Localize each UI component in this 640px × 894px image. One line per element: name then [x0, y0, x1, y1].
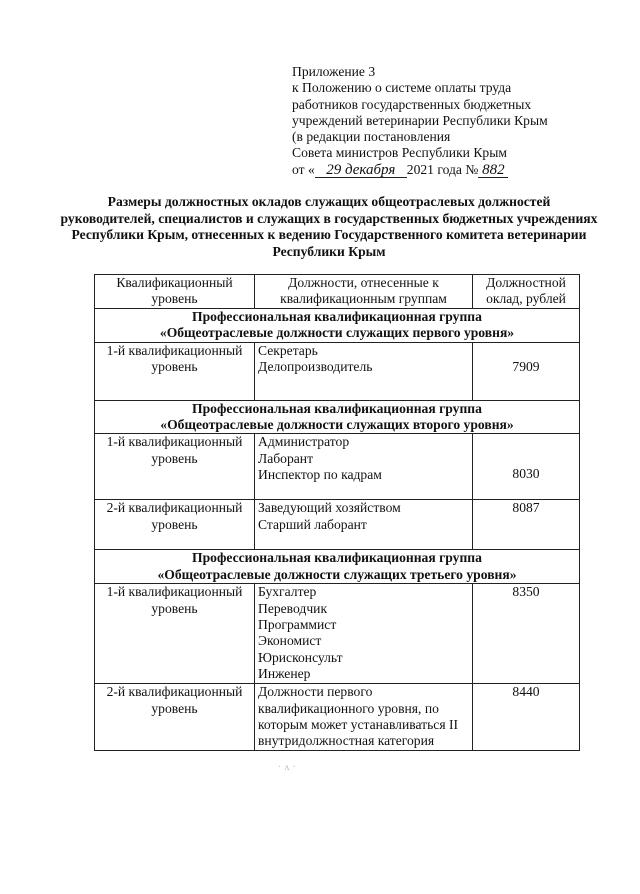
level-cell: 2-й квалификационный уровень [95, 684, 255, 751]
salary-cell [473, 684, 580, 751]
salary-cell [473, 342, 580, 400]
position-item: Старший лаборант [258, 516, 367, 532]
group-title-row [95, 308, 580, 342]
group-title-row [95, 550, 580, 584]
document-title: Размеры должностных окладов служащих общеотраслевых должностей руководителей, специалистов и служащих в государственных бюджетных учреждениях Республики Крым, отнесенных к ведению Государственного комитета ветеринарии Республики Крым [60, 194, 598, 259]
level-cell: 1-й квалификационный уровень [95, 434, 255, 500]
handwritten-number: 882 [478, 163, 508, 178]
salary-value: 8440 [512, 684, 540, 700]
handwritten-date: 29 декабря [315, 163, 407, 178]
positions-cell [255, 584, 473, 684]
group-subtitle: «Общеотраслевые должности служащих первого уровня» [159, 325, 515, 341]
group-subtitle: «Общеотраслевые должности служащих второго уровня» [160, 417, 514, 433]
salary-value: 8350 [512, 584, 540, 600]
position-item: Экономист [258, 633, 322, 649]
position-item: Инспектор по кадрам [258, 467, 382, 483]
annex-line: Совета министров Республики Крым [292, 145, 507, 161]
positions-cell [255, 434, 473, 500]
annex-line: учреждений ветеринарии Республики Крым [292, 112, 548, 128]
positions-cell: Должности первого квалификационного уровня, по которым может устанавливаться II внутридолжностная категория [255, 684, 473, 751]
positions-cell [255, 500, 473, 550]
annex-line: к Положению о системе оплаты труда [292, 80, 512, 96]
salary-value: 7909 [512, 358, 540, 374]
positions-cell [255, 342, 473, 400]
position-item: Переводчик [258, 600, 328, 616]
date-prefix: от « [292, 161, 315, 177]
table-row [95, 500, 580, 550]
table-row [95, 342, 580, 400]
table-row [95, 434, 580, 500]
scan-artifact: ·ʌ· [278, 762, 299, 773]
table-row [95, 584, 580, 684]
position-item: Заведующий хозяйством [258, 500, 401, 516]
position-item: Бухгалтер [258, 584, 317, 600]
header-positions: Должности, отнесенные к квалификационным группам [255, 275, 473, 309]
date-suffix: 2021 года № [406, 161, 479, 177]
level-cell: 2-й квалификационный уровень [95, 500, 255, 550]
position-item: Инженер [258, 666, 311, 682]
salary-cell [473, 434, 580, 500]
level-cell: 1-й квалификационный уровень [95, 584, 255, 684]
table-row [95, 684, 580, 751]
position-item: Программист [258, 617, 337, 633]
header-level: Квалификационный уровень [95, 275, 255, 309]
salary-cell [473, 500, 580, 550]
annex-line: Приложение 3 [292, 64, 376, 79]
annex-line: работников государственных бюджетных [292, 96, 532, 112]
salary-cell [473, 584, 580, 684]
table-header-row [95, 275, 580, 309]
salary-value: 8087 [512, 500, 540, 516]
group-subtitle: «Общеотраслевые должности служащих третьего уровня» [157, 566, 517, 582]
annex-date-line [292, 162, 612, 178]
group-title: Профессиональная квалификационная группа [192, 550, 482, 566]
annex-block [292, 64, 612, 178]
group-title-row [95, 400, 580, 434]
position-item: Лаборант [258, 450, 314, 466]
annex-line: (в редакции постановления [292, 129, 451, 145]
salary-table [94, 274, 580, 751]
group-title: Профессиональная квалификационная группа [192, 308, 482, 324]
header-salary: Должностной оклад, рублей [473, 275, 580, 309]
position-item: Секретарь [258, 342, 318, 358]
position-item: Юрисконсульт [258, 649, 343, 665]
position-item: Администратор [258, 434, 350, 450]
position-item: Делопроизводитель [258, 359, 373, 375]
salary-value: 8030 [512, 466, 540, 482]
level-cell: 1-й квалификационный уровень [95, 342, 255, 400]
group-title: Профессиональная квалификационная группа [192, 400, 482, 416]
